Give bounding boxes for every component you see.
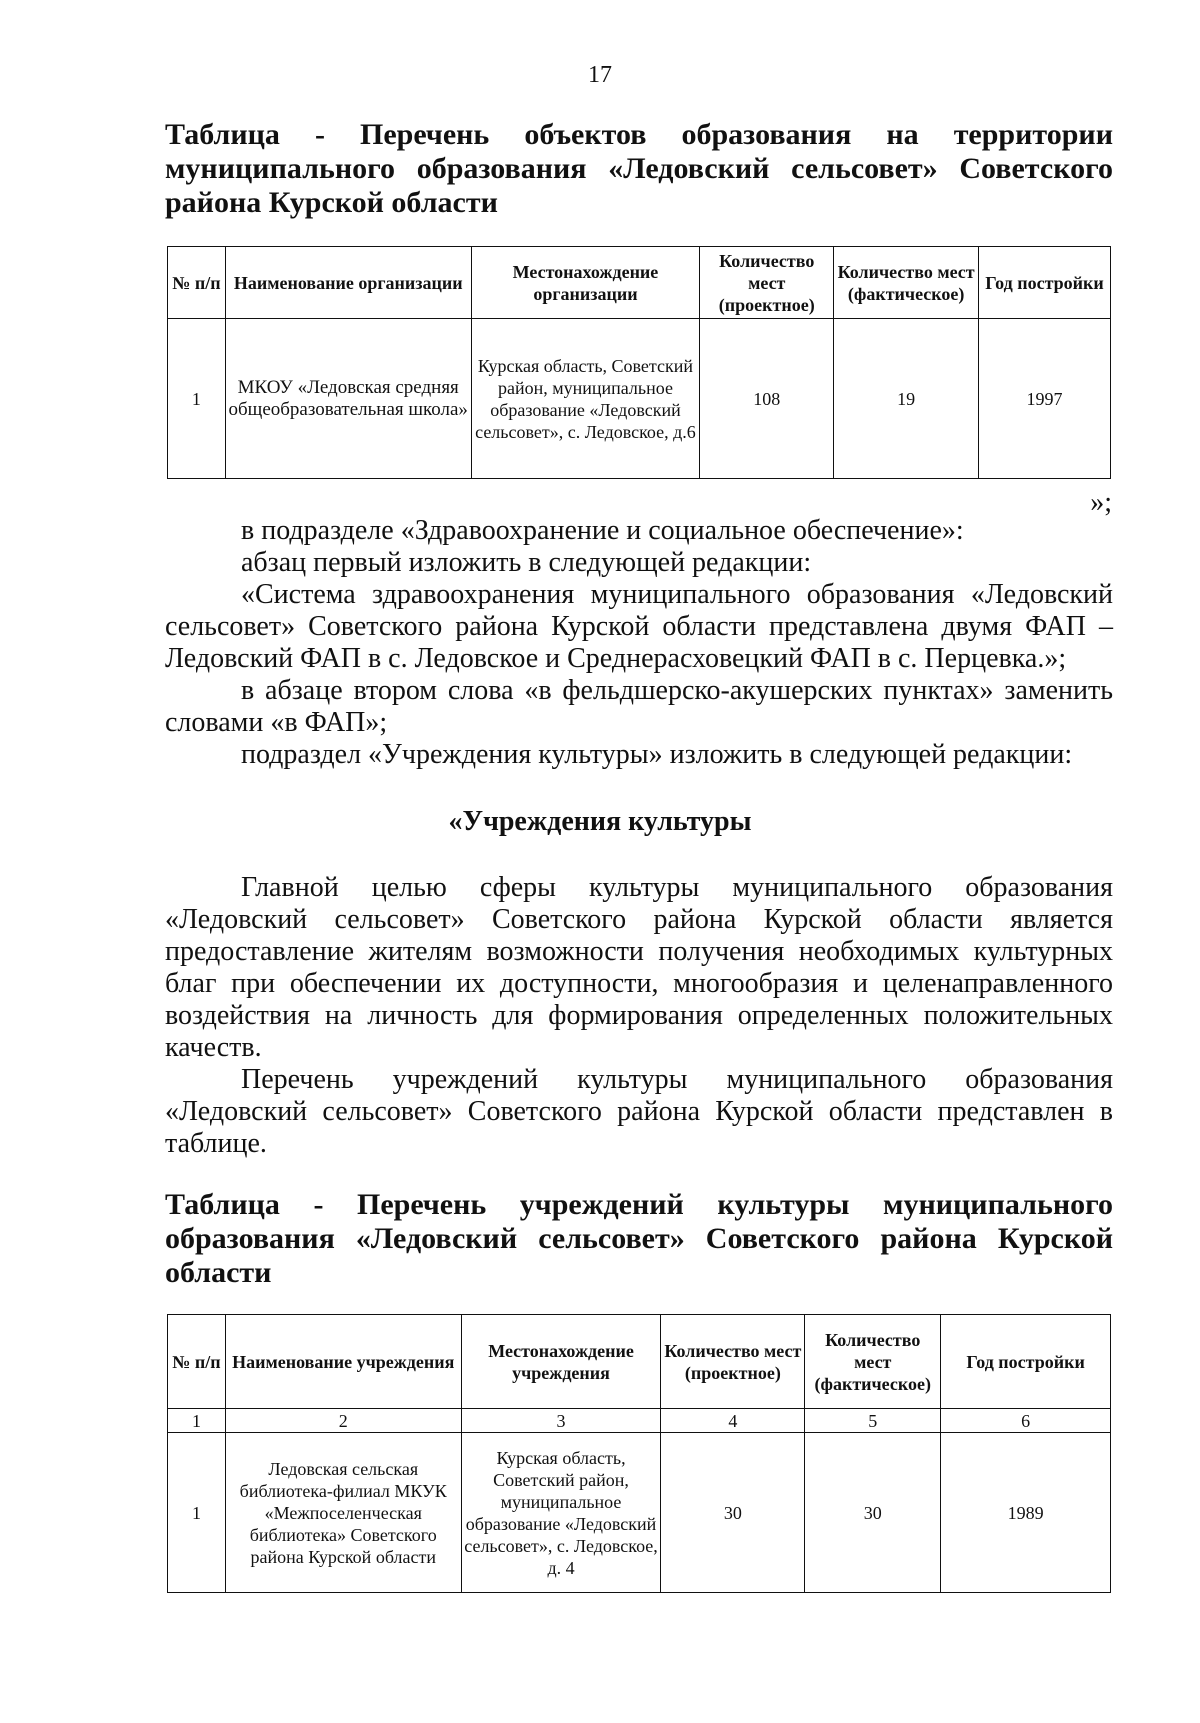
table1-cell-location: Курская область, Советский район, муниципальное образование «Ледовский сельсовет», с. Ледовское, д.6	[471, 319, 700, 479]
table1-header-actual: Количество мест (фактическое)	[834, 247, 979, 319]
paragraph: подраздел «Учреждения культуры» изложить в следующей редакции:	[241, 739, 1073, 770]
closing-quote: »;	[1090, 487, 1112, 518]
table1	[167, 246, 1111, 479]
table1-cell-num: 1	[168, 319, 226, 479]
table2-cell-name: Ледовская сельская библиотека-филиал МКУК «Межпоселенческая библиотека» Советского района Курской области	[225, 1433, 461, 1593]
table1-cell-year: 1997	[979, 319, 1111, 479]
table1-title-line: Таблица - Перечень объектов образования на территории	[165, 118, 1113, 151]
amendment-text	[165, 515, 1113, 771]
paragraph: абзац первый изложить в следующей редакции:	[241, 547, 812, 578]
column-number: 1	[168, 1409, 226, 1433]
table2	[167, 1314, 1111, 1593]
table1-header-location: Местонахождение организации	[471, 247, 700, 319]
table2-title-line: области	[165, 1256, 272, 1289]
table-row	[168, 319, 1111, 479]
paragraph: Главной целью сферы культуры муниципального образования «Ледовский сельсовет» Советского района Курской области является предоставление жителям возможности получения необходимых культурных благ при обеспечении их доступности, многообразия и целенаправленного воздействия на личность для формирования определенных положительных качеств.	[165, 872, 1113, 1063]
table2-header-design: Количество мест (проектное)	[661, 1315, 805, 1409]
table1-header-name: Наименование организации	[225, 247, 471, 319]
table1-title	[165, 118, 1113, 220]
column-number: 3	[461, 1409, 661, 1433]
column-number: 2	[225, 1409, 461, 1433]
table2-cell-location: Курская область, Советский район, муниципальное образование «Ледовский сельсовет», с. Ледовское, д. 4	[461, 1433, 661, 1593]
table2-title	[165, 1188, 1113, 1290]
section-title: «Учреждения культуры	[448, 806, 752, 837]
table1-cell-design: 108	[700, 319, 834, 479]
table2-cell-design: 30	[661, 1433, 805, 1593]
section-text	[165, 872, 1113, 1160]
table2-header-location: Местонахождение учреждения	[461, 1315, 661, 1409]
table2-header-row	[168, 1315, 1111, 1409]
table2-header-num: № п/п	[168, 1315, 226, 1409]
table2-header-actual: Количество мест (фактическое)	[805, 1315, 941, 1409]
table2-header-name: Наименование учреждения	[225, 1315, 461, 1409]
table1-header-num: № п/п	[168, 247, 226, 319]
table2-column-numbers-row	[168, 1409, 1111, 1433]
table2-title-line: Таблица - Перечень учреждений культуры муниципального	[165, 1188, 1113, 1221]
table2-cell-year: 1989	[941, 1433, 1111, 1593]
table1-cell-actual: 19	[834, 319, 979, 479]
table-row	[168, 1433, 1111, 1593]
column-number: 4	[661, 1409, 805, 1433]
table1-title-line: муниципального образования «Ледовский сельсовет» Советского	[165, 152, 1113, 185]
table1-header-year: Год постройки	[979, 247, 1111, 319]
paragraph: Перечень учреждений культуры муниципального образования «Ледовский сельсовет» Советского района Курской области представлен в таблице.	[165, 1064, 1113, 1159]
table2-header-year: Год постройки	[941, 1315, 1111, 1409]
table2-title-line: образования «Ледовский сельсовет» Советского района Курской	[165, 1222, 1113, 1255]
table1-header-design: Количество мест (проектное)	[700, 247, 834, 319]
table1-header-row	[168, 247, 1111, 319]
page-number: 17	[588, 62, 612, 88]
paragraph: в подразделе «Здравоохранение и социальное обеспечение»:	[241, 515, 964, 546]
table2-cell-num: 1	[168, 1433, 226, 1593]
table1-title-line: района Курской области	[165, 186, 498, 219]
table1-cell-name: МКОУ «Ледовская средняя общеобразовательная школа»	[225, 319, 471, 479]
paragraph: в абзаце втором слова «в фельдшерско-акушерских пунктах» заменить словами «в ФАП»;	[165, 675, 1113, 738]
column-number: 6	[941, 1409, 1111, 1433]
table2-cell-actual: 30	[805, 1433, 941, 1593]
column-number: 5	[805, 1409, 941, 1433]
paragraph: «Система здравоохранения муниципального образования «Ледовский сельсовет» Советского района Курской области представлена двумя ФАП – Ледовский ФАП в с. Ледовское и Среднерасховецкий ФАП в с. Перцевка.»;	[165, 579, 1113, 674]
